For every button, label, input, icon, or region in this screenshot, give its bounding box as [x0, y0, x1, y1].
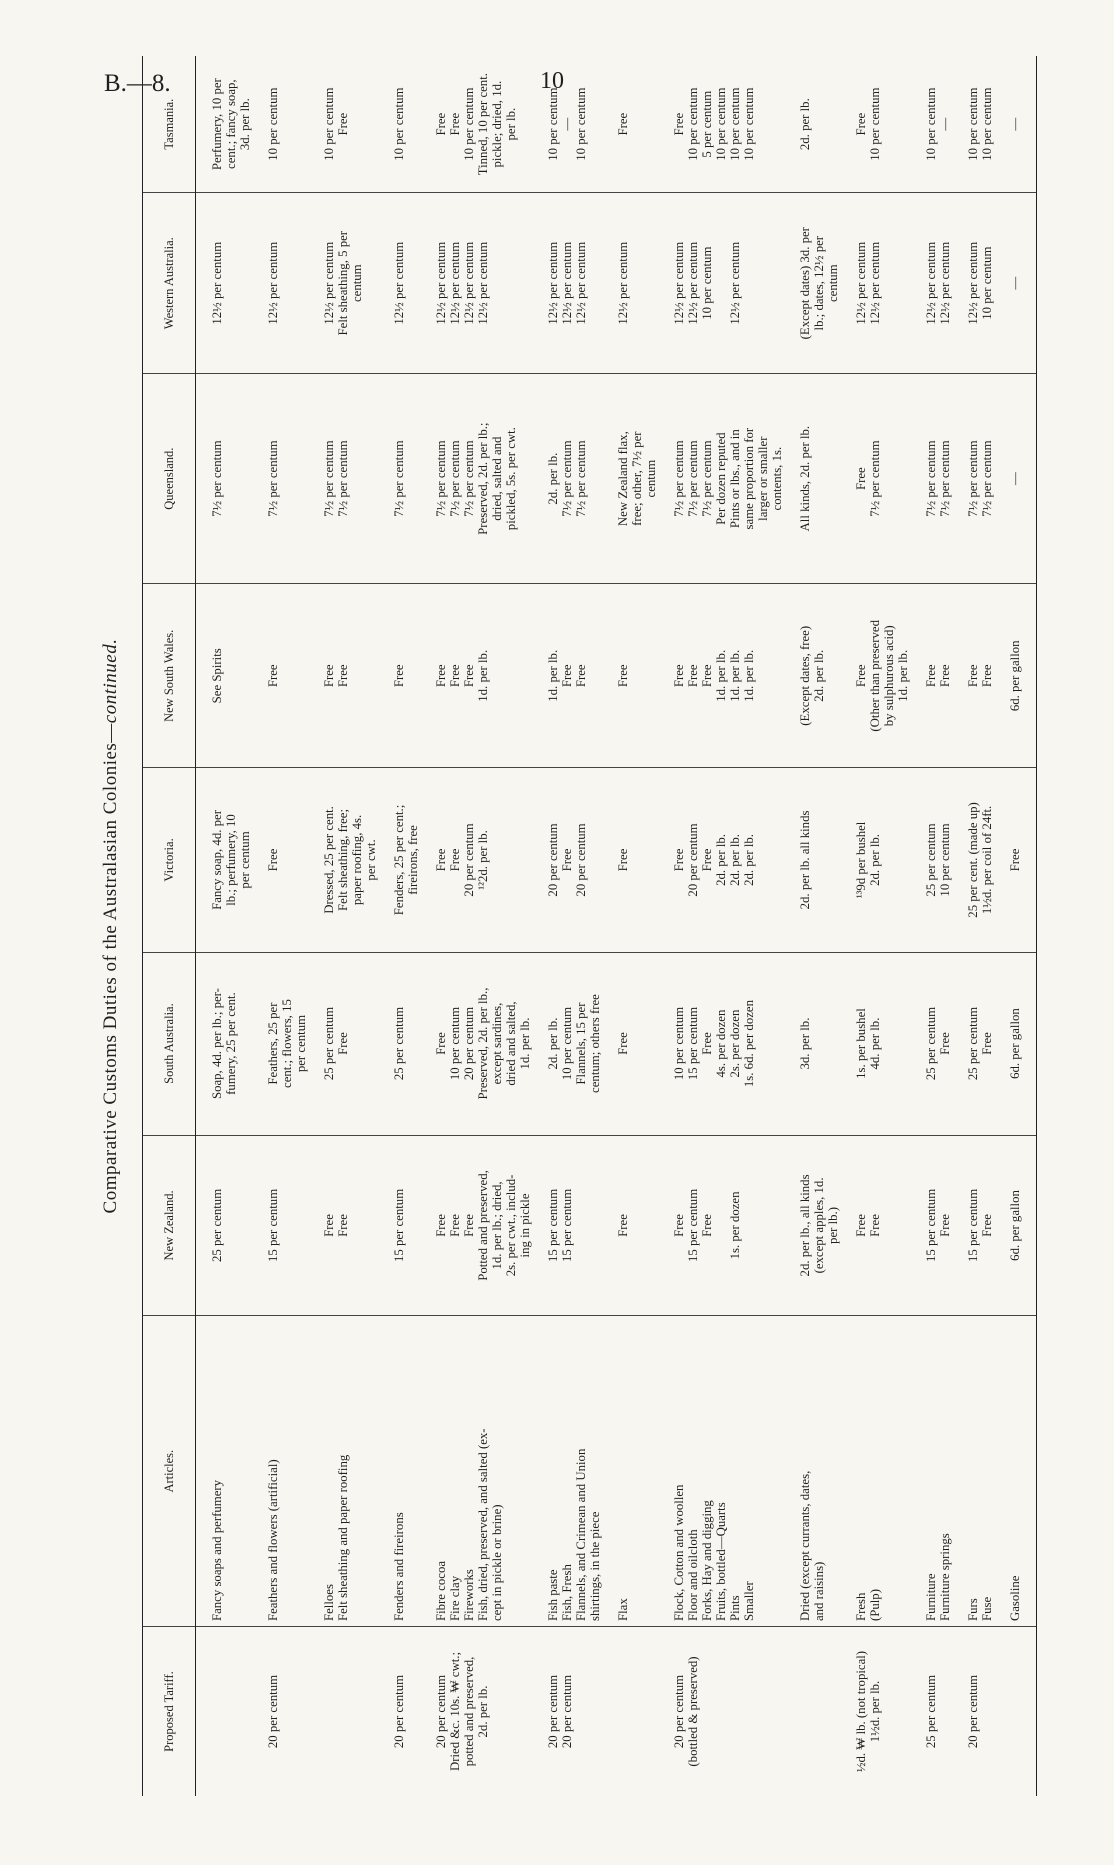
table-cell: 15 per centum Free — [966, 1135, 994, 1316]
spacer-cell — [602, 1627, 616, 1796]
spacer-cell — [658, 768, 672, 952]
table-cell: 12½ per centum — [266, 193, 308, 374]
row-spacer — [532, 56, 546, 1796]
table-cell: 10 per centum 10 per centum — [966, 56, 994, 193]
table-cell: 6d. per gallon — [1008, 584, 1022, 768]
table-cell: Free — [616, 584, 658, 768]
table-cell: 20 per centum Free 20 per centum — [546, 768, 602, 952]
table-cell: Soap, 4d. per lb.; per- fumery, 25 per cent. — [210, 952, 252, 1135]
duties-table — [142, 56, 1037, 1796]
col-header: New South Wales. — [143, 584, 196, 768]
spacer-cell — [308, 1627, 322, 1796]
spacer-cell — [308, 1135, 322, 1316]
spacer-cell — [1022, 768, 1037, 952]
table-cell: Free 10 per centum 5 per centum 10 per centum 10 per centum 10 per centum — [672, 56, 784, 193]
table-cell: 12½ per centum 12½ per centum 12½ per centum 12½ per centum — [434, 193, 532, 374]
table-cell: 12½ per centum 12½ per centum — [854, 193, 910, 374]
spacer-cell — [420, 374, 434, 584]
col-header: South Australia. — [143, 952, 196, 1135]
spacer-cell — [420, 193, 434, 374]
table-cell: Free Free Free Potted and preserved, 1d. per lb.; dried, 2s. per cwt., includ- ing in pickle — [434, 1135, 532, 1316]
table-cell: 12½ per centum 12½ per centum 10 per centum 12½ per centum — [672, 193, 784, 374]
spacer-cell — [196, 56, 211, 193]
table-row — [266, 56, 308, 1796]
spacer-cell — [532, 56, 546, 193]
spacer-cell — [420, 1135, 434, 1316]
spacer-cell — [602, 768, 616, 952]
spacer-cell — [658, 952, 672, 1135]
table-cell: Furs Fuse — [966, 1316, 994, 1627]
spacer-cell — [952, 584, 966, 768]
spacer-cell — [252, 584, 266, 768]
title-main: Comparative Customs Duties of the Australasian Colonies — [100, 742, 121, 1214]
spacer-cell — [1022, 1316, 1037, 1627]
spacer-cell — [784, 1316, 798, 1627]
table-cell: Free — [616, 56, 658, 193]
table-cell: — — [1008, 56, 1022, 193]
spacer-cell — [784, 374, 798, 584]
table-cell: 15 per centum 15 per centum — [546, 1135, 602, 1316]
spacer-cell — [420, 952, 434, 1135]
table-cell: ½d. ₩ lb. (not tropical) 1½d. per lb. — [854, 1650, 882, 1773]
table-cell: Free Free — [854, 1135, 910, 1316]
spacer-cell — [1022, 1135, 1037, 1316]
spacer-cell — [532, 1135, 546, 1316]
table-cell: 25 per centum — [210, 1135, 252, 1316]
spacer-cell — [532, 193, 546, 374]
table-cell: Perfumery, 10 per cent.; fancy soap, 3d. per lb. — [210, 56, 252, 193]
table-cell: 10 per centum — [266, 56, 308, 193]
table-cell: Free 15 per centum Free 1s. per dozen — [672, 1135, 784, 1316]
table-row — [854, 56, 910, 1796]
table-cell: 6d. per gallon — [1008, 1135, 1022, 1316]
spacer-cell — [196, 193, 211, 374]
table-cell: New Zealand flax, free; other, 7½ per centum — [616, 374, 658, 584]
table-cell: Free Free 10 per centum Tinned, 10 per cent. pickle; dried, 1d. per lb. — [434, 56, 532, 193]
spacer-cell — [840, 374, 854, 584]
table-cell: ¹³9d per bushel 2d. per lb. — [854, 768, 910, 952]
table-cell: 12½ per centum Felt sheathing, 5 per centum — [322, 193, 378, 374]
spacer-cell — [196, 768, 211, 952]
table-cell: Free Free — [924, 584, 952, 768]
spacer-cell — [196, 952, 211, 1135]
table-cell: 2d. per lb. 10 per centum Flannels, 15 per centum; others free — [546, 952, 602, 1135]
table-cell: Fibre cocoa Fire clay Fireworks Fish, dried, preserved, and salted (ex- cept in pickle or brine) — [434, 1316, 532, 1627]
spacer-cell — [252, 768, 266, 952]
table-cell: 25 per centum 10 per centum — [924, 768, 952, 952]
spacer-cell — [252, 1316, 266, 1627]
spacer-cell — [420, 1627, 434, 1796]
col-header: Tasmania. — [143, 56, 196, 193]
row-spacer — [602, 56, 616, 1796]
spacer-cell — [840, 952, 854, 1135]
table-cell: 12½ per centum — [210, 193, 252, 374]
table-cell: Free 10 per centum — [854, 56, 910, 193]
table-row — [966, 56, 994, 1796]
table-cell: Free 10 per centum 20 per centum Preserved, 2d. per lb., except sardines, dried and salted, 1d. per lb. — [434, 952, 532, 1135]
spacer-cell — [784, 584, 798, 768]
table-cell: 1s. per bushel 4d. per lb. — [854, 952, 910, 1135]
spacer-cell — [994, 56, 1008, 193]
row-spacer — [952, 56, 966, 1796]
table-row — [1008, 56, 1022, 1796]
spacer-cell — [378, 952, 392, 1135]
spacer-cell — [840, 1627, 854, 1796]
row-spacer — [252, 56, 266, 1796]
spacer-cell — [658, 1627, 672, 1796]
spacer-cell — [994, 374, 1008, 584]
spacer-cell — [952, 768, 966, 952]
spacer-cell — [532, 768, 546, 952]
table-row — [672, 56, 784, 1796]
row-spacer — [196, 56, 211, 1796]
spacer-cell — [602, 1316, 616, 1627]
table-cell: 20 per centum 20 per centum — [546, 1674, 574, 1749]
col-header: Articles. — [143, 1316, 196, 1627]
table-cell: 2d. per lb. 7½ per centum 7½ per centum — [546, 374, 602, 584]
table-cell: See Spirits — [210, 584, 252, 768]
table-cell: 20 per centum — [266, 1674, 280, 1749]
table-cell: 10 per centum Free — [322, 56, 378, 193]
table-row — [210, 56, 252, 1796]
table-cell: Fenders and fireirons — [392, 1316, 420, 1627]
spacer-cell — [378, 374, 392, 584]
spacer-cell — [308, 584, 322, 768]
table-cell: 12½ per centum 12½ per centum 12½ per centum — [546, 193, 602, 374]
spacer-cell — [196, 374, 211, 584]
table-cell: — — [1008, 374, 1022, 584]
table-cell: Free — [392, 584, 420, 768]
spacer-cell — [602, 193, 616, 374]
table-cell: 25 per cent. (made up) 1½d. per coil of 24ft. — [966, 768, 994, 952]
page-reference: B.—8. — [104, 70, 171, 97]
spacer-cell — [784, 1135, 798, 1316]
row-spacer — [658, 56, 672, 1796]
spacer-cell — [1022, 193, 1037, 374]
table-cell: Feathers, 25 per cent.; flowers, 15 per centum — [266, 952, 308, 1135]
spacer-cell — [910, 374, 924, 584]
table-cell: 10 per centum 15 per centum Free 4s. per dozen 2s. per dozen 1s. 6d. per dozen — [672, 952, 784, 1135]
table-cell: 7½ per centum 7½ per centum — [322, 374, 378, 584]
table-cell: Flax — [616, 1316, 658, 1627]
spacer-cell — [994, 1135, 1008, 1316]
table-cell: 6d. per gallon — [1008, 952, 1022, 1135]
spacer-cell — [196, 1627, 211, 1796]
spacer-cell — [420, 768, 434, 952]
table-cell: Free Free — [322, 584, 378, 768]
table-cell — [1008, 1627, 1022, 1796]
table-cell: Free — [616, 768, 658, 952]
spacer-cell — [952, 1135, 966, 1316]
header-row — [143, 56, 196, 1796]
spacer-cell — [910, 1135, 924, 1316]
spacer-cell — [910, 1316, 924, 1627]
table-cell: 7½ per centum — [266, 374, 308, 584]
table-cell: Free Free 20 per centum ¹²2d. per lb. — [434, 768, 532, 952]
table-cell: 2d. per lb. all kinds — [798, 768, 840, 952]
spacer-cell — [910, 193, 924, 374]
table-cell: Free — [1008, 768, 1022, 952]
spacer-cell — [308, 193, 322, 374]
table-cell: 12½ per centum — [616, 193, 658, 374]
col-header: New Zealand. — [143, 1135, 196, 1316]
spacer-cell — [910, 584, 924, 768]
table-cell: Free Free — [966, 584, 994, 768]
spacer-cell — [252, 374, 266, 584]
table-cell: Free 7½ per centum — [854, 374, 910, 584]
table-row — [392, 56, 420, 1796]
spacer-cell — [840, 56, 854, 193]
table-cell — [210, 1627, 252, 1796]
spacer-cell — [308, 56, 322, 193]
table-cell: Dressed, 25 per cent. Felt sheathing, free; paper roofing, 4s. per cwt. — [322, 768, 378, 952]
table-cell: 7½ per centum 7½ per centum — [924, 374, 952, 584]
spacer-cell — [532, 1627, 546, 1796]
spacer-cell — [840, 584, 854, 768]
table-cell: Fresh (Pulp) — [854, 1316, 910, 1627]
row-spacer — [784, 56, 798, 1796]
spacer-cell — [952, 374, 966, 584]
spacer-cell — [420, 584, 434, 768]
table-row — [798, 56, 840, 1796]
spacer-cell — [840, 1135, 854, 1316]
col-header: Queensland. — [143, 374, 196, 584]
table-cell — [798, 1627, 840, 1796]
spacer-cell — [784, 193, 798, 374]
table-cell: Fenders, 25 per cent.; fireirons, free — [392, 768, 420, 952]
table-cell: 10 per centum — — [924, 56, 952, 193]
table-cell: Furniture Furniture springs — [924, 1316, 952, 1627]
col-header: Western Australia. — [143, 193, 196, 374]
table-cell: 25 per centum — [924, 1674, 938, 1749]
spacer-cell — [1022, 56, 1037, 193]
spacer-cell — [378, 1135, 392, 1316]
spacer-cell — [994, 768, 1008, 952]
spacer-cell — [602, 374, 616, 584]
table-cell: 1d. per lb. Free Free — [546, 584, 602, 768]
spacer-cell — [196, 1135, 211, 1316]
spacer-cell — [952, 1316, 966, 1627]
spacer-cell — [1022, 952, 1037, 1135]
spacer-cell — [308, 374, 322, 584]
table-cell: 15 per centum — [392, 1135, 420, 1316]
row-spacer — [308, 56, 322, 1796]
row-spacer — [378, 56, 392, 1796]
spacer-cell — [532, 584, 546, 768]
col-header: Victoria. — [143, 768, 196, 952]
spacer-cell — [1022, 584, 1037, 768]
table-cell: Free — [266, 768, 308, 952]
spacer-cell — [378, 1316, 392, 1627]
spacer-cell — [602, 952, 616, 1135]
spacer-cell — [1022, 374, 1037, 584]
table-cell: Flock, Cotton and woollen Floor and oilcloth Forks, Hay and digging Fruits, bottled—Quarts Pints Smaller — [672, 1316, 784, 1627]
table-row — [322, 56, 378, 1796]
spacer-cell — [994, 193, 1008, 374]
title-suffix: continued. — [100, 638, 121, 724]
spacer-cell — [378, 56, 392, 193]
table-cell: Fish paste Fish, Fresh Flannels, and Crimean and Union shirtings, in the piece — [546, 1316, 602, 1627]
spacer-cell — [378, 584, 392, 768]
spacer-cell — [658, 193, 672, 374]
row-spacer — [420, 56, 434, 1796]
table-cell: Feathers and flowers (artificial) — [266, 1316, 308, 1627]
table-cell: 25 per centum — [392, 952, 420, 1135]
table-cell: Free — [616, 952, 658, 1135]
table-row — [616, 56, 658, 1796]
table-cell: 12½ per centum 12½ per centum — [924, 193, 952, 374]
table-cell: 20 per centum — [966, 1674, 980, 1749]
table-row — [546, 56, 602, 1796]
spacer-cell — [994, 952, 1008, 1135]
spacer-cell — [420, 56, 434, 193]
spacer-cell — [784, 1627, 798, 1796]
table-cell: 15 per centum — [266, 1135, 308, 1316]
table-cell: 10 per centum — 10 per centum — [546, 56, 602, 193]
table-cell: 12½ per centum 10 per centum — [966, 193, 994, 374]
spacer-cell — [994, 1316, 1008, 1627]
table-cell: Fancy soap, 4d. per lb.; perfumery, 10 per centum — [210, 768, 252, 952]
spacer-cell — [910, 56, 924, 193]
table-cell: 20 per centum — [392, 1674, 406, 1749]
table-cell: (Except dates, free) 2d. per lb. — [798, 584, 840, 768]
table-body — [196, 56, 1037, 1796]
spacer-cell — [196, 584, 211, 768]
spacer-cell — [1022, 1627, 1037, 1796]
table-cell: Free Free — [322, 1135, 378, 1316]
table-cell: 25 per centum Free — [322, 952, 378, 1135]
spacer-cell — [952, 193, 966, 374]
spacer-cell — [602, 584, 616, 768]
table-cell: 20 per centum Dried &c. 10s. ₩ cwt.; potted and preserved, 2d. per lb. — [434, 1651, 490, 1772]
table-cell: Dried (except currants, dates, and raisins) — [798, 1316, 840, 1627]
spacer-cell — [840, 768, 854, 952]
spacer-cell — [658, 56, 672, 193]
spacer-cell — [840, 1316, 854, 1627]
spacer-cell — [378, 1627, 392, 1796]
spacer-cell — [378, 193, 392, 374]
document-title: Comparative Customs Duties of the Australasian Colonies—continued. — [100, 638, 121, 1214]
spacer-cell — [658, 584, 672, 768]
table-cell: All kinds, 2d. per lb. — [798, 374, 840, 584]
table-cell: Felloes Felt sheathing and paper roofing — [322, 1316, 378, 1627]
spacer-cell — [784, 768, 798, 952]
table-cell: Gasoline — [1008, 1316, 1022, 1627]
table-cell — [322, 1627, 378, 1796]
table-row — [924, 56, 952, 1796]
spacer-cell — [252, 1135, 266, 1316]
spacer-cell — [196, 1316, 211, 1627]
spacer-cell — [952, 1627, 966, 1796]
table-cell: 10 per centum — [392, 56, 420, 193]
table-cell: 7½ per centum 7½ per centum 7½ per centum Preserved, 2d. per lb.; dried, salted and pickled, 5s. per cwt. — [434, 374, 532, 584]
spacer-cell — [994, 1627, 1008, 1796]
spacer-cell — [910, 1627, 924, 1796]
spacer-cell — [308, 1316, 322, 1627]
spacer-cell — [784, 56, 798, 193]
table-cell: — — [1008, 193, 1022, 374]
page-number: 10 — [540, 68, 564, 94]
table-cell: Free Free Free 1d. per lb. 1d. per lb. 1d. per lb. — [672, 584, 784, 768]
spacer-cell — [252, 1627, 266, 1796]
spacer-cell — [602, 56, 616, 193]
spacer-cell — [952, 952, 966, 1135]
table-cell: 20 per centum (bottled & preserved) — [672, 1656, 700, 1767]
spacer-cell — [532, 952, 546, 1135]
table-cell: Fancy soaps and perfumery — [210, 1316, 252, 1627]
table-cell: 3d. per lb. — [798, 952, 840, 1135]
spacer-cell — [994, 584, 1008, 768]
table-cell: 25 per centum Free — [924, 952, 952, 1135]
table-cell: 25 per centum Free — [966, 952, 994, 1135]
table-cell: 2d. per lb. — [798, 56, 840, 193]
table-cell: 2d. per lb., all kinds (except apples, 1d. per lb.) — [798, 1135, 840, 1316]
spacer-cell — [308, 952, 322, 1135]
col-header: Proposed Tariff. — [143, 1627, 196, 1796]
spacer-cell — [658, 374, 672, 584]
spacer-cell — [952, 56, 966, 193]
spacer-cell — [308, 768, 322, 952]
table-cell: 7½ per centum 7½ per centum — [966, 374, 994, 584]
spacer-cell — [378, 768, 392, 952]
spacer-cell — [420, 1316, 434, 1627]
table-cell: Free (Other than preserved by sulphurous acid) 1d. per lb. — [854, 584, 910, 768]
table-cell: Free — [616, 1135, 658, 1316]
spacer-cell — [910, 952, 924, 1135]
table-cell: (Except dates) 3d. per lb.; dates, 12½ per centum — [798, 193, 840, 374]
table-cell — [616, 1627, 658, 1796]
row-spacer — [994, 56, 1008, 1796]
spacer-cell — [252, 952, 266, 1135]
table-row — [434, 56, 532, 1796]
spacer-cell — [840, 193, 854, 374]
spacer-cell — [658, 1316, 672, 1627]
table-cell: Free 20 per centum Free 2d. per lb. 2d. per lb. 2d. per lb. — [672, 768, 784, 952]
spacer-cell — [532, 1316, 546, 1627]
table-cell: Free Free Free 1d. per lb. — [434, 584, 532, 768]
spacer-cell — [252, 193, 266, 374]
table-cell: 7½ per centum — [210, 374, 252, 584]
table-cell: 15 per centum Free — [924, 1135, 952, 1316]
rotated-table-region — [100, 56, 1022, 1796]
spacer-cell — [252, 56, 266, 193]
table-cell: 7½ per centum 7½ per centum 7½ per centum Per dozen reputed Pints or lbs., and in same proportion for larger or smaller contents, 1s. — [672, 374, 784, 584]
row-spacer — [910, 56, 924, 1796]
row-spacer — [840, 56, 854, 1796]
spacer-cell — [910, 768, 924, 952]
table-cell: 12½ per centum — [392, 193, 420, 374]
spacer-cell — [658, 1135, 672, 1316]
spacer-cell — [602, 1135, 616, 1316]
spacer-cell — [532, 374, 546, 584]
spacer-cell — [784, 952, 798, 1135]
row-spacer — [1022, 56, 1037, 1796]
table-cell: 7½ per centum — [392, 374, 420, 584]
table-cell: Free — [266, 584, 308, 768]
